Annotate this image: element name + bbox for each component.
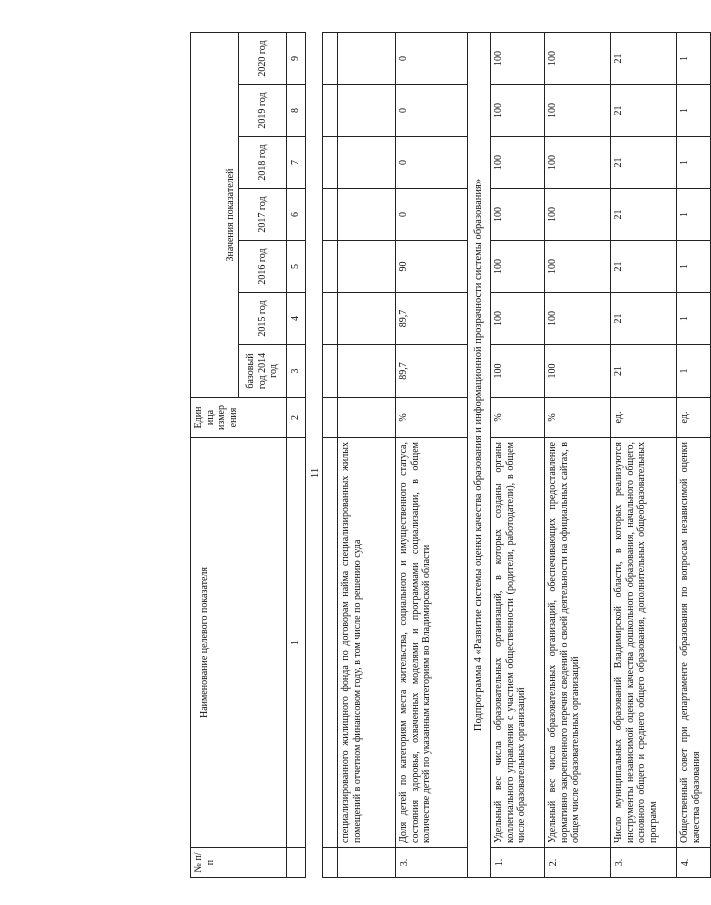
row-num [338,848,396,878]
row-name: Удельный вес числа образовательных организаций, в которых созданы органы коллегиального управления с участием общественности (родители, работодатели), в общем числе образовательных организаций [491,438,545,848]
table-row [677,33,711,878]
indicator-table-body [322,32,711,878]
index-cell: 2 [287,398,306,438]
index-cell: 9 [287,33,306,85]
row-unit: ед. [611,398,677,438]
row-value: 100 [545,189,611,241]
row-value: 89,7 [396,293,468,345]
index-cell: 7 [287,137,306,189]
row-value: 90 [396,241,468,293]
row-value: 89,7 [396,345,468,398]
row-value: 21 [611,189,677,241]
table-row [323,33,338,878]
header-year-2017: 2017 год [239,189,287,241]
indicator-table [190,32,306,878]
table-row [545,33,611,878]
row-unit: % [545,398,611,438]
row-value: 100 [491,189,545,241]
row-value: 1 [677,85,711,137]
index-cell: 1 [287,438,306,848]
header-year-2020: 2020 год [239,33,287,85]
header-year-2016: 2016 год [239,241,287,293]
table-row [338,33,396,878]
row-value [338,189,396,241]
header-unit: Един ица измер ения [191,398,287,438]
index-cell [287,848,306,878]
header-year-2015: 2015 год [239,293,287,345]
column-index-row [287,33,306,878]
table-row [611,33,677,878]
index-cell: 5 [287,241,306,293]
header-year-base: базовый год 2014 год [239,345,287,398]
index-cell: 4 [287,293,306,345]
row-unit: ед. [677,398,711,438]
row-num: 4. [677,848,711,878]
row-value: 0 [396,189,468,241]
row-value: 21 [611,137,677,189]
row-value [338,345,396,398]
subprogram-title: Подпрограмма 4 «Развитие системы оценки качества образования и информационной прозрачности системы образования» [468,33,491,878]
table-row [396,33,468,878]
row-value: 100 [491,241,545,293]
row-unit: % [491,398,545,438]
row-name: Удельный вес числа образовательных организаций, обеспечивающих предоставление нормативно закрепленного перечня сведений о своей деятельности на официальных сайтах, в общем числе образовательных организаций [545,438,611,848]
row-value: 100 [545,241,611,293]
row-value: 100 [545,85,611,137]
header-year-2018: 2018 год [239,137,287,189]
row-name: Число муниципальных образований Владимирской области, в которых реализуются инструменты независимой оценки качества дошкольного образования, начального общего, основного общего и среднего общего образования, дополнительных общеобразовательных программ [611,438,677,848]
index-cell: 3 [287,345,306,398]
row-value: 21 [611,241,677,293]
row-value: 100 [491,345,545,398]
row-name: специализированного жилищного фонда по договорам найма специализированных жилых помещений в отчетном финансовом году, в том числе по решению суда [338,438,396,848]
row-num: 2. [545,848,611,878]
row-num: 3. [611,848,677,878]
table-gap [306,33,322,878]
row-num: 1. [491,848,545,878]
row-value: 100 [491,293,545,345]
row-name: Общественный совет при департаменте образования по вопросам независимой оценки качества образования [677,438,711,848]
row-value: 0 [396,85,468,137]
row-value: 21 [611,85,677,137]
row-value [338,33,396,85]
row-value: 100 [545,293,611,345]
row-value: 0 [396,137,468,189]
header-year-2019: 2019 год [239,85,287,137]
row-value: 100 [491,85,545,137]
row-value: 21 [611,345,677,398]
row-value: 21 [611,293,677,345]
row-value [338,85,396,137]
row-unit: % [396,398,468,438]
row-value: 0 [396,33,468,85]
row-value: 1 [677,345,711,398]
row-value: 1 [677,189,711,241]
row-value [338,241,396,293]
row-value: 100 [491,33,545,85]
row-value [338,137,396,189]
row-value: 21 [611,33,677,85]
row-value: 1 [677,137,711,189]
row-value: 1 [677,33,711,85]
subprogram-heading-row [468,33,491,878]
row-value: 1 [677,293,711,345]
row-name: Доля детей по категориям места жительства, социального и имущественного статуса, состояния здоровья, охваченных моделями и программами социализации, в общем количестве детей по указанным категориям во Владимирской области [396,438,468,848]
row-unit [338,398,396,438]
row-value [338,293,396,345]
row-num: 3. [396,848,468,878]
index-cell: 8 [287,85,306,137]
page-number: 11 [309,467,321,479]
row-value: 100 [545,33,611,85]
row-value: 100 [491,137,545,189]
index-cell: 6 [287,189,306,241]
row-value: 100 [545,345,611,398]
header-name: Наименование целевого показателя [191,438,287,848]
indicator-table-sheet [190,33,702,878]
row-value: 100 [545,137,611,189]
table-row [491,33,545,878]
row-value: 1 [677,241,711,293]
header-values-group: Значения показателей [191,33,239,398]
header-num: № п/п [191,848,287,878]
